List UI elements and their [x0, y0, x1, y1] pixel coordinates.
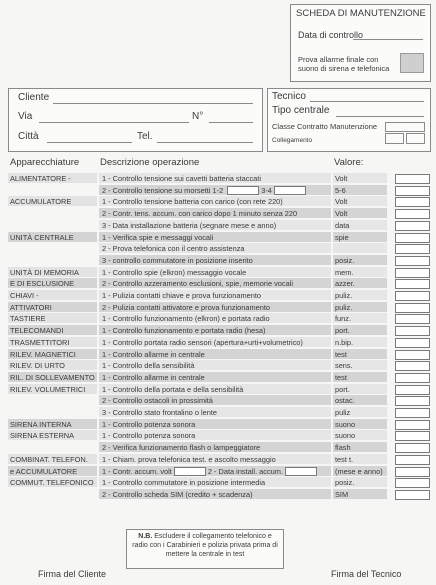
row-operazione-text: 1 - Controllo allarme in centrale: [102, 349, 205, 359]
row-value-box[interactable]: [395, 350, 430, 360]
row-apparecchiatura: TASTIERE: [8, 313, 97, 323]
table-row: [8, 407, 431, 418]
row-operazione: [99, 255, 331, 265]
row-operazione-text: 2 - Verifica funzionamento flash o lampeggiatore: [102, 443, 261, 453]
row-apparecchiatura: RILEV. MAGNETICI: [8, 349, 97, 359]
tecnico-label: Tecnico: [272, 91, 306, 102]
row-operazione-text: 1 - Controllo funzionamento e portata radio (hesa): [102, 326, 266, 336]
row-operazione: [99, 372, 331, 382]
prova-allarme-label: Prova allarme finale con suono di sirena e telefonica: [298, 55, 390, 73]
table-row: [8, 477, 431, 488]
row-apparecchiatura: ACCUMULATORE: [8, 196, 97, 206]
table-row: [8, 349, 431, 360]
row-apparecchiatura: COMMUT. TELEFONICO: [8, 477, 97, 487]
row-operazione: [99, 477, 331, 487]
row-valore: data: [333, 220, 387, 230]
maintenance-table: [8, 173, 431, 533]
data-controllo-label: Data di controllo: [298, 30, 364, 40]
classe-contratto-label: Classe Contratto Manutenzione: [272, 122, 378, 131]
inline-input-box[interactable]: [285, 467, 317, 475]
scheda-box: [290, 4, 431, 82]
row-value-box[interactable]: [395, 478, 430, 488]
note-nb: N.B.: [138, 533, 153, 540]
tecnico-line[interactable]: [310, 101, 424, 102]
row-valore: Volt: [333, 208, 387, 218]
row-apparecchiatura: e ACCUMULATORE: [8, 466, 97, 476]
table-row: [8, 313, 431, 324]
row-valore: posiz.: [333, 255, 387, 265]
row-operazione-text: 2 - Controllo azzeramento esclusioni, spie, memorie vocali: [102, 279, 294, 289]
table-row: [8, 395, 431, 406]
tipo-centrale-label: Tipo centrale: [272, 105, 330, 116]
row-operazione: [99, 489, 331, 499]
row-operazione: [99, 267, 331, 277]
row-valore: sens.: [333, 360, 387, 370]
table-row: [8, 430, 431, 441]
classe-contratto-box[interactable]: [385, 122, 425, 132]
row-value-box[interactable]: [395, 431, 430, 441]
row-valore: azzer.: [333, 278, 387, 288]
cliente-label: Cliente: [18, 92, 50, 103]
row-valore: test: [333, 349, 387, 359]
row-value-box[interactable]: [395, 279, 430, 289]
row-operazione: [99, 442, 331, 452]
tecnico-box: [267, 88, 431, 152]
collegamento-box-2[interactable]: [406, 133, 425, 144]
table-row: [8, 384, 431, 395]
row-apparecchiatura: UNITÀ DI MEMORIA: [8, 267, 97, 277]
row-valore: ostac.: [333, 395, 387, 405]
table-row: [8, 302, 431, 313]
table-row: [8, 290, 431, 301]
row-valore: [333, 243, 387, 253]
row-apparecchiatura: CHIAVI -: [8, 290, 97, 300]
collegamento-box-1[interactable]: [385, 133, 404, 144]
row-value-box[interactable]: [395, 361, 430, 371]
row-operazione-text: 2 - Controllo scheda SIM (credito + scadenza): [102, 489, 253, 499]
row-valore: suono: [333, 430, 387, 440]
row-apparecchiatura: ATTIVATORI: [8, 302, 97, 312]
row-operazione: [99, 220, 331, 230]
row-operazione-text: 1 - Controllo potenza sonora: [102, 431, 196, 441]
row-value-box[interactable]: [395, 326, 430, 336]
row-apparecchiatura: [8, 185, 97, 195]
row-apparecchiatura: TRASMETTITORI: [8, 337, 97, 347]
row-operazione: [99, 384, 331, 394]
row-value-box[interactable]: [395, 291, 430, 301]
row-operazione-text: 1 - Controllo funzionamento (elkron) e portata radio: [102, 314, 270, 324]
row-operazione: [99, 185, 331, 195]
row-value-box[interactable]: [395, 197, 430, 207]
row-apparecchiatura: E DI ESCLUSIONE: [8, 278, 97, 288]
row-operazione-text: 2 - Prova telefonica con il centro assistenza: [102, 244, 245, 254]
cliente-line[interactable]: [53, 103, 253, 104]
row-apparecchiatura: [8, 255, 97, 265]
row-operazione: [99, 232, 331, 242]
inline-input-box[interactable]: [274, 186, 306, 194]
row-value-box[interactable]: [395, 373, 430, 383]
table-row: [8, 419, 431, 430]
row-value-box[interactable]: [395, 256, 430, 266]
row-operazione-text: 3 - controllo commutatore in posizione inserito: [102, 255, 253, 265]
row-valore: Volt: [333, 196, 387, 206]
inline-input-box[interactable]: [174, 467, 206, 475]
row-operazione: [99, 290, 331, 300]
firma-cliente-label: Firma del Cliente: [38, 569, 107, 579]
row-operazione-text: 1 - Verifica spie e messaggi vocali: [102, 232, 214, 242]
firma-tecnico-label: Firma del Tecnico: [331, 569, 402, 579]
row-operazione-text: 1 - Controllo commutatore in posizione intermedia: [102, 478, 266, 488]
table-row: [8, 255, 431, 266]
row-operazione-text: 1 - Controllo tensione batteria con carico (con rete 220): [102, 197, 283, 207]
row-value-box[interactable]: [395, 303, 430, 313]
row-value-box[interactable]: [395, 209, 430, 219]
via-label: Via: [18, 111, 33, 122]
row-value-box[interactable]: [395, 443, 430, 453]
table-row: [8, 442, 431, 453]
row-apparecchiatura: [8, 243, 97, 253]
row-operazione-text: 2 - Pulizia contatti attivatore e prova funzionamento: [102, 302, 271, 312]
table-row: [8, 196, 431, 207]
row-valore: test: [333, 372, 387, 382]
row-operazione-text: 1 - Controllo portata radio sensori (apertura+urti+volumetrico): [102, 337, 303, 347]
table-row: [8, 173, 431, 184]
row-valore: test t.: [333, 454, 387, 464]
row-operazione: [99, 395, 331, 405]
row-apparecchiatura: RIL. DI SOLLEVAMENTO: [8, 372, 97, 382]
data-controllo-line[interactable]: [353, 39, 423, 40]
row-operazione: [99, 302, 331, 312]
numero-label: N°: [192, 111, 204, 122]
citta-label: Città: [18, 131, 39, 142]
row-operazione: [99, 313, 331, 323]
row-operazione: [99, 325, 331, 335]
row-apparecchiatura: RILEV. VOLUMETRICI: [8, 384, 97, 394]
row-apparecchiatura: ALIMENTATORE -: [8, 173, 97, 183]
row-apparecchiatura: [8, 442, 97, 452]
row-operazione-text: 1 - Controllo spie (elkron) messaggio vocale: [102, 267, 247, 277]
row-valore: n.bip.: [333, 337, 387, 347]
table-row: [8, 337, 431, 348]
scheda-title: SCHEDA DI MANUTENZIONE: [296, 8, 426, 19]
row-operazione: [99, 208, 331, 218]
table-row: [8, 454, 431, 465]
row-valore: spie: [333, 232, 387, 242]
row-valore: (mese e anno): [333, 466, 387, 476]
numero-line[interactable]: [209, 122, 253, 123]
cliente-box: [8, 88, 263, 152]
row-apparecchiatura: [8, 220, 97, 230]
row-value-box[interactable]: [395, 186, 430, 196]
row-valore: SIM: [333, 489, 387, 499]
row-operazione-text: 1 - Chiam. prova telefonica test. e ascolto messaggio: [102, 454, 276, 464]
tel-label: Tel.: [137, 131, 153, 142]
table-row: [8, 325, 431, 336]
row-value-box[interactable]: [395, 268, 430, 278]
row-valore: 5-6: [333, 185, 387, 195]
row-operazione: [99, 360, 331, 370]
row-operazione: [99, 466, 331, 476]
row-valore: puliz.: [333, 290, 387, 300]
row-value-box[interactable]: [395, 338, 430, 348]
via-line[interactable]: [39, 122, 189, 123]
row-value-box[interactable]: [395, 467, 430, 477]
row-apparecchiatura: [8, 208, 97, 218]
row-operazione-text: 2 - Controllo ostacoli in prossimità: [102, 396, 213, 406]
row-valore: mem.: [333, 267, 387, 277]
row-operazione-text: 2 - Controllo tensione su morsetti 1-2: [102, 185, 226, 195]
table-row: [8, 220, 431, 231]
row-value-box[interactable]: [395, 420, 430, 430]
header-valore: Valore:: [334, 157, 364, 168]
tipo-centrale-line[interactable]: [336, 116, 424, 117]
row-value-box[interactable]: [395, 385, 430, 395]
row-valore: puliz.: [333, 302, 387, 312]
row-valore: funz.: [333, 313, 387, 323]
row-apparecchiatura: SIRENA INTERNA: [8, 419, 97, 429]
note-text: Escludere il collegamento telefonico e radio con i Carabinieri e polizia privata prima di mettere la centrale in test: [132, 533, 278, 558]
row-apparecchiatura: UNITÀ CENTRALE: [8, 232, 97, 242]
table-row: [8, 208, 431, 219]
row-operazione: [99, 454, 331, 464]
row-apparecchiatura: [8, 407, 97, 417]
header-descrizione: Descrizione operazione: [100, 157, 200, 168]
row-operazione: [99, 407, 331, 417]
note-box: [126, 529, 284, 569]
table-row: [8, 232, 431, 243]
row-operazione-text: 2 - Contr. tens. accum. con carico dopo 1 minuto senza 220: [102, 209, 298, 219]
collegamento-label: Collegamento: [272, 137, 313, 144]
row-valore: flash: [333, 442, 387, 452]
citta-line[interactable]: [47, 142, 132, 143]
row-value-box[interactable]: [395, 221, 430, 231]
table-row: [8, 243, 431, 254]
row-operazione-extra: 2 - Data install. accum.: [207, 466, 283, 476]
inline-input-box[interactable]: [227, 186, 259, 194]
row-operazione: [99, 196, 331, 206]
row-apparecchiatura: RILEV. DI URTO: [8, 360, 97, 370]
table-row: [8, 267, 431, 278]
row-value-box[interactable]: [395, 174, 430, 184]
row-operazione-text: 1 - Pulizia contatti chiave e prova funzionamento: [102, 291, 261, 300]
row-operazione: [99, 419, 331, 429]
row-value-box[interactable]: [395, 396, 430, 406]
row-operazione-text: 1 - Controllo allarme in centrale: [102, 372, 205, 382]
row-operazione-text: 3 - Controllo stato frontalino o lente: [102, 408, 218, 417]
row-valore: port.: [333, 325, 387, 335]
row-apparecchiatura: [8, 395, 97, 405]
row-valore: port.: [333, 384, 387, 394]
row-operazione-text: 1 - Contr. accum. volt: [102, 466, 172, 476]
row-valore: suono: [333, 419, 387, 429]
row-operazione-text: 1 - Controllo potenza sonora: [102, 419, 196, 429]
row-operazione-text: 3 - Data installazione batteria (segnare mese e anno): [102, 220, 277, 230]
table-row: [8, 489, 431, 500]
row-value-box[interactable]: [395, 244, 430, 254]
row-value-box[interactable]: [395, 233, 430, 243]
table-row: [8, 278, 431, 289]
row-apparecchiatura: SIRENA ESTERNA: [8, 430, 97, 440]
header-apparecchiature: Apparecchiature: [10, 157, 80, 168]
row-valore: puliz: [333, 407, 387, 417]
row-valore: posiz.: [333, 477, 387, 487]
table-row: [8, 466, 431, 477]
row-value-box[interactable]: [395, 408, 430, 418]
row-value-box[interactable]: [395, 490, 430, 500]
row-valore: Volt: [333, 173, 387, 183]
table-row: [8, 360, 431, 371]
row-operazione: [99, 278, 331, 288]
row-operazione-text: 1 - Controllo della portata e della sensibilità: [102, 384, 244, 394]
tel-line[interactable]: [157, 142, 253, 143]
row-apparecchiatura: TELECOMANDI: [8, 325, 97, 335]
row-value-box[interactable]: [395, 455, 430, 465]
table-row: [8, 185, 431, 196]
row-operazione: [99, 337, 331, 347]
row-apparecchiatura: COMBINAT. TELEFON.: [8, 454, 97, 464]
row-value-box[interactable]: [395, 314, 430, 324]
table-row: [8, 372, 431, 383]
row-operazione: [99, 349, 331, 359]
row-operazione-text: 1 - Controllo tensione sui cavetti batteria staccati: [102, 174, 261, 183]
row-apparecchiatura: [8, 489, 97, 499]
prova-allarme-checkbox[interactable]: [400, 53, 424, 73]
row-operazione-extra: 3-4: [261, 185, 272, 195]
row-operazione: [99, 173, 331, 183]
row-operazione: [99, 430, 331, 440]
row-operazione-text: 1 - Controllo della sensibilità: [102, 361, 195, 371]
row-operazione: [99, 243, 331, 253]
